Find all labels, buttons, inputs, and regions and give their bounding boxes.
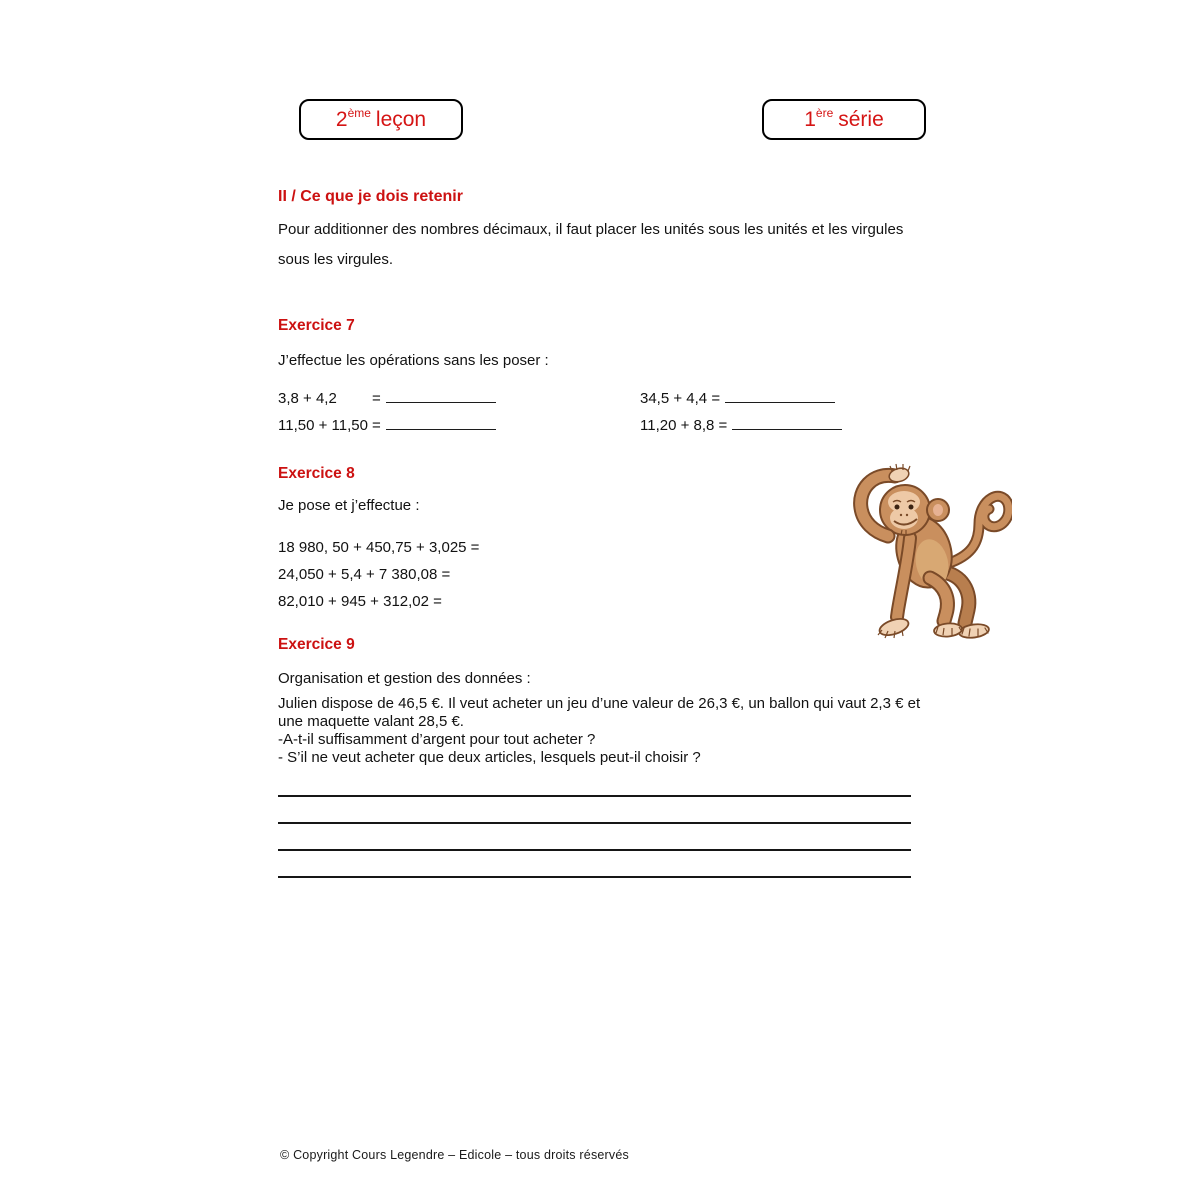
exercice9-problem: Julien dispose de 46,5 €. Il veut acheter un jeu d’une valeur de 26,3 €, un ballon qui vaut 2,3 € et une maquette valant 28,5 €.	[278, 695, 921, 730]
exercice8-title: Exercice 8	[278, 465, 355, 482]
exercice7-eq-right-1	[640, 388, 835, 407]
copyright-footer: © Copyright Cours Legendre – Edicole – tous droits réservés	[280, 1148, 629, 1162]
eq-expression: 11,50 + 11,50	[278, 417, 368, 434]
eq-equals: =	[372, 417, 381, 434]
exercice9-problem-block	[278, 695, 930, 767]
answer-blank	[732, 415, 842, 430]
retenir-section-title: II / Ce que je dois retenir	[278, 188, 463, 205]
exercice8-operation-2: 24,050 + 5,4 + 7 380,08 =	[278, 566, 451, 583]
retenir-body-text: Pour additionner des nombres décimaux, il faut placer les unités sous les unités et les virgules sous les virgules.	[278, 221, 904, 268]
exercice7-eq-left-1	[278, 388, 496, 407]
eq-equals: =	[372, 390, 381, 407]
exercice9-intro: Organisation et gestion des données :	[278, 670, 531, 687]
exercice9-question-1: -A-t-il suffisamment d’argent pour tout acheter ?	[278, 731, 596, 748]
monkey-illustration	[852, 460, 1012, 650]
series-badge-label: série	[838, 107, 884, 131]
exercice8-operation-1: 18 980, 50 + 450,75 + 3,025 =	[278, 539, 480, 556]
exercice8-intro: Je pose et j’effectue :	[278, 497, 420, 514]
answer-line	[278, 876, 911, 878]
eq-expression: 11,20 + 8,8	[640, 417, 715, 434]
exercice7-title: Exercice 7	[278, 317, 355, 334]
series-badge: 1 ère série	[762, 99, 926, 140]
answer-line	[278, 822, 911, 824]
exercice7-intro: J’effectue les opérations sans les poser :	[278, 352, 549, 369]
answer-blank	[386, 388, 496, 403]
eq-equals: =	[718, 417, 728, 434]
lesson-badge: 2 ème leçon	[299, 99, 463, 140]
exercice9-title: Exercice 9	[278, 636, 355, 653]
exercice9-question-2: - S’il ne veut acheter que deux articles, lesquels peut-il choisir ?	[278, 749, 701, 766]
eq-expression: 3,8 + 4,2	[278, 390, 337, 407]
eq-equals: =	[711, 390, 721, 407]
series-badge-number: 1	[804, 107, 816, 131]
answer-blank	[725, 388, 835, 403]
lesson-badge-label: leçon	[375, 107, 427, 131]
answer-line	[278, 849, 911, 851]
exercice8-operation-3: 82,010 + 945 + 312,02 =	[278, 593, 442, 610]
answer-blank	[386, 415, 496, 430]
eq-expression: 34,5 + 4,4	[640, 390, 708, 407]
exercice7-eq-right-2	[640, 415, 842, 434]
exercice7-eq-left-2	[278, 415, 496, 434]
answer-line	[278, 795, 911, 797]
lesson-badge-number: 2	[335, 107, 348, 131]
